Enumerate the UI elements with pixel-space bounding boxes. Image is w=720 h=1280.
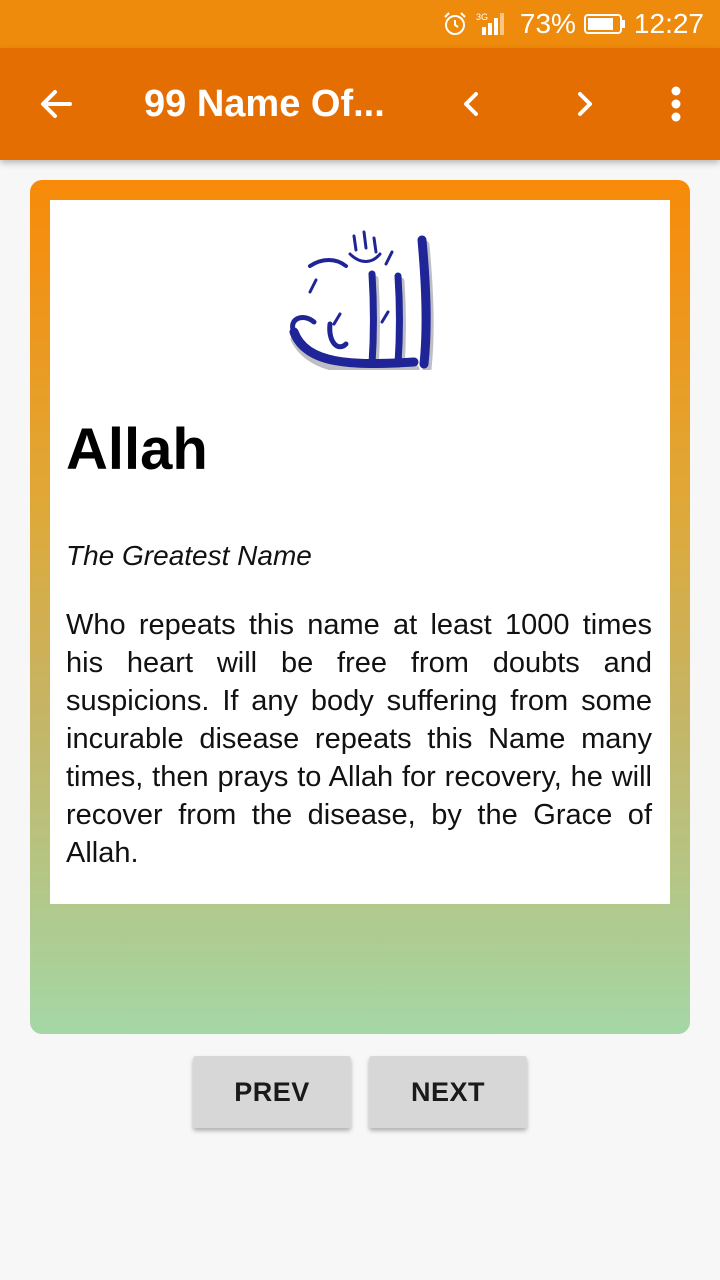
app-bar — [0, 48, 720, 160]
signal-icon — [476, 11, 512, 37]
name-content-panel — [50, 200, 670, 904]
status-bar-right — [442, 0, 704, 48]
previous-name-button[interactable] — [436, 48, 508, 160]
back-arrow-icon — [36, 84, 76, 124]
next-button[interactable]: NEXT — [369, 1056, 527, 1128]
status-bar — [0, 0, 720, 48]
battery-percent: 73% — [519, 8, 576, 39]
chevron-left-icon — [456, 88, 488, 120]
more-vert-icon — [670, 86, 682, 122]
name-meaning: The Greatest Name — [66, 540, 312, 571]
name-title: Allah — [66, 417, 208, 482]
app-title: 99 Name Of... — [144, 83, 385, 125]
clock: 12:27 — [633, 8, 704, 39]
next-name-button[interactable] — [548, 48, 620, 160]
chevron-right-icon — [568, 88, 600, 120]
overflow-menu-button[interactable] — [640, 48, 712, 160]
back-button[interactable] — [20, 48, 92, 160]
name-description: Who repeats this name at least 1000 times his heart will be free from doubts and suspicions. If any body suffering from some incurable disease repeats this Name many times, then prays to Allah for recovery, he will recover from the disease, by the Grace of Allah. — [66, 609, 652, 869]
prev-button[interactable]: PREV — [193, 1056, 351, 1128]
network-type-label: 3G — [475, 12, 488, 22]
allah-calligraphy-image — [280, 214, 450, 370]
name-card — [30, 180, 690, 1034]
battery-icon — [584, 13, 626, 35]
alarm-icon — [442, 11, 468, 37]
